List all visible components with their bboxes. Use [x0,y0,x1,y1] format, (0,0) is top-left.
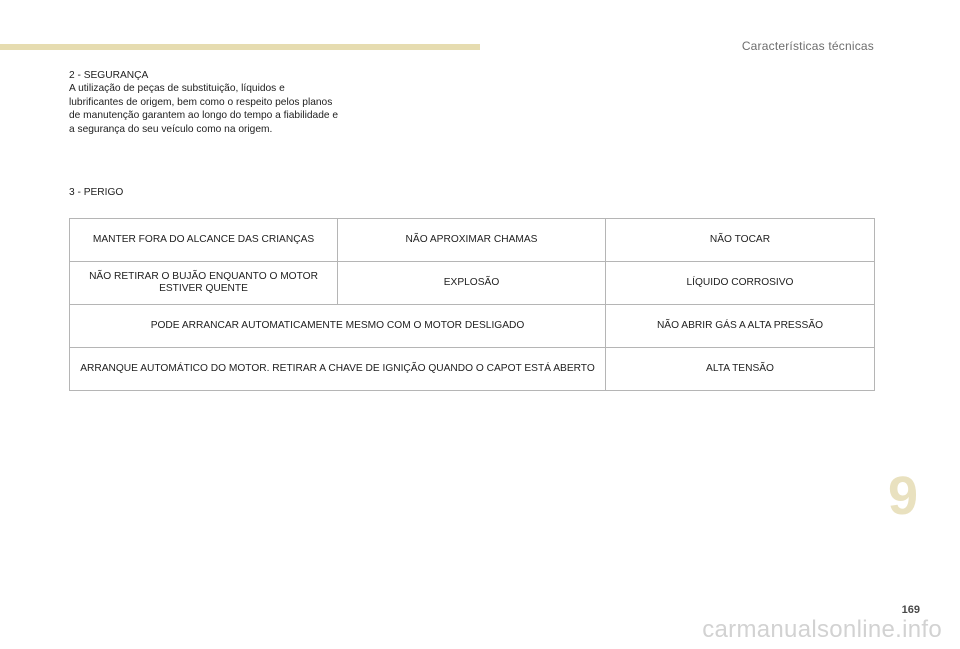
danger-heading: 3 - PERIGO [69,187,124,198]
table-cell: PODE ARRANCAR AUTOMATICAMENTE MESMO COM O MOTOR DESLIGADO [70,305,606,348]
table-row [70,305,875,348]
safety-section [69,69,339,136]
table-cell: MANTER FORA DO ALCANCE DAS CRIANÇAS [70,219,338,262]
table-cell: NÃO RETIRAR O BUJÃO ENQUANTO O MOTOR ESTIVER QUENTE [70,262,338,305]
hazard-table [69,218,875,391]
table-cell: NÃO APROXIMAR CHAMAS [338,219,606,262]
table-cell: ARRANQUE AUTOMÁTICO DO MOTOR. RETIRAR A CHAVE DE IGNIÇÃO QUANDO O CAPOT ESTÁ ABERTO [70,348,606,391]
table-cell: NÃO ABRIR GÁS A ALTA PRESSÃO [606,305,875,348]
chapter-number: 9 [888,466,919,526]
watermark: carmanualsonline.info [702,616,942,643]
table-cell: NÃO TOCAR [606,219,875,262]
header-accent-bar [0,44,480,50]
table-cell: EXPLOSÃO [338,262,606,305]
safety-heading: 2 - SEGURANÇA [69,70,149,81]
table-cell: LÍQUIDO CORROSIVO [606,262,875,305]
table-row [70,262,875,305]
danger-section [69,186,339,199]
table-row [70,219,875,262]
safety-body: A utilização de peças de substituição, líquidos e lubrificantes de origem, bem como o respeito pelos planos de manutenção garantem ao longo do tempo a fiabilidade e a segurança do seu veículo como na origem. [69,83,339,135]
page-number: 169 [901,604,920,616]
table-row [70,348,875,391]
table-cell: ALTA TENSÃO [606,348,875,391]
section-title: Características técnicas [741,39,874,53]
